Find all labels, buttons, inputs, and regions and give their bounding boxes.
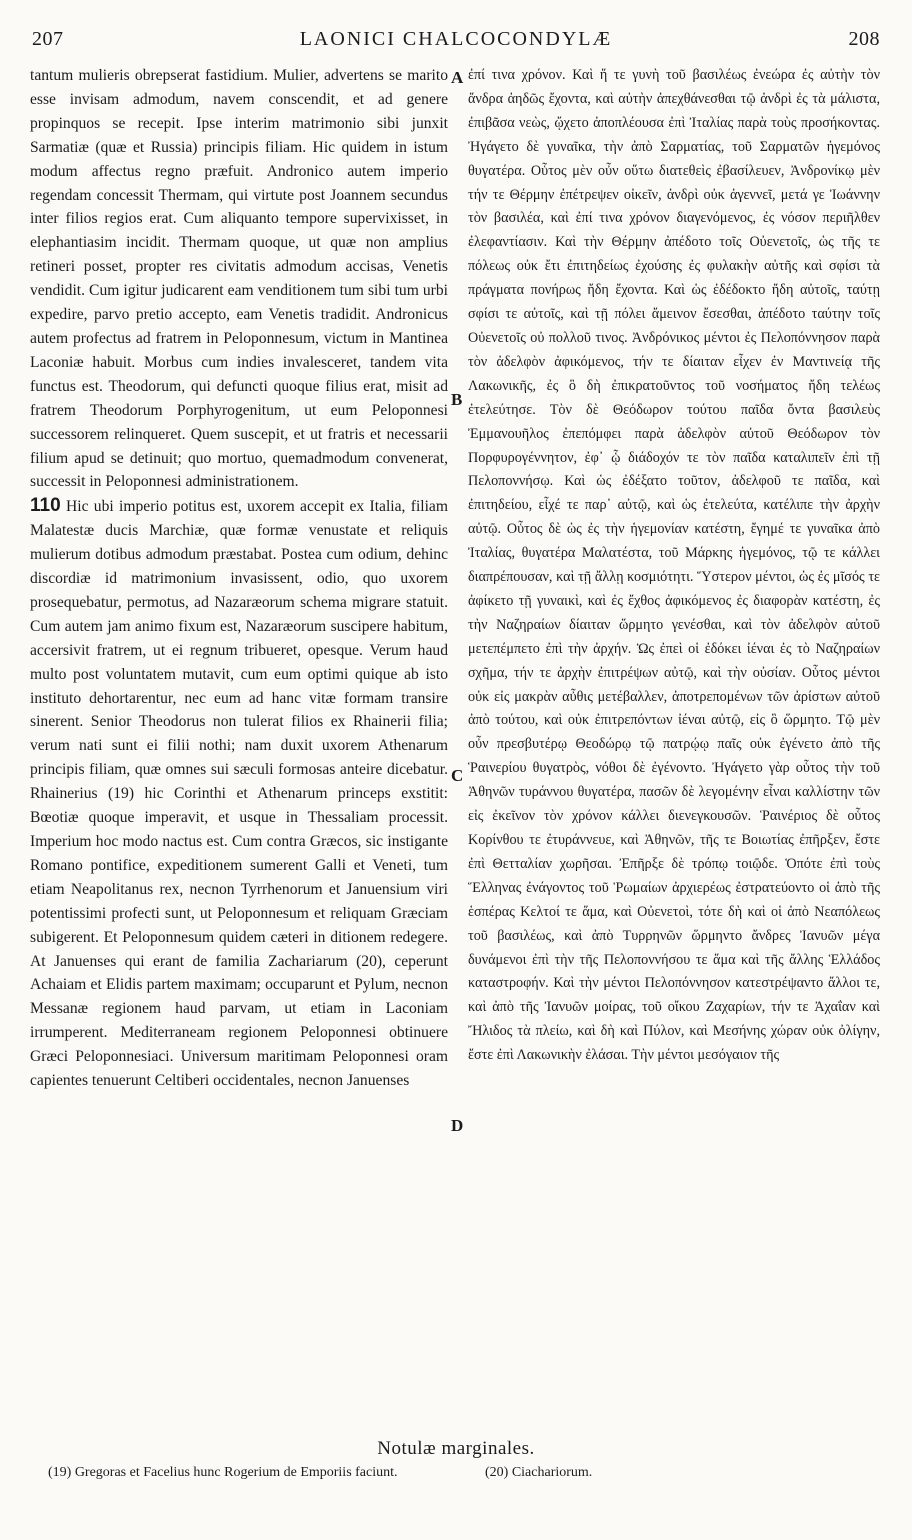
- margin-letter-a: A: [451, 68, 464, 87]
- footnote-20: (20) Ciachariorum.: [485, 1465, 593, 1480]
- margin-letter-d: D: [451, 1116, 464, 1135]
- latin-column: [30, 64, 448, 1404]
- right-page-number: 208: [848, 28, 880, 50]
- greek-paragraph-1: ἐπί τινα χρόνον. Καὶ ἥ τε γυνὴ τοῦ βασιλέως ἐνεώρα ἐς αὐτὴν τὸν ἄνδρα ἀηδῶς ἔχοντα, καὶ αὐτὴν ἀπεχθάνεσθαι τῷ ἀνδρὶ ἐς τὰ μάλιστα, ἐπιβᾶσα νεὼς, ᾤχετο ἀποπλέουσα ἐπὶ Ἰταλίας παρὰ τοὺς προσήκοντας. Ἠγάγετο δὲ γυναῖκα, τὴν ἀπὸ Σαρματίας, τοῦ Σαρματῶν ἡγεμόνος θυγατέρα. Οὗτος μὲν οὖν οὕτω διατεθεὶς ἐβασίλευεν, Ἀνδρονίκῳ μὲν τήν τε Θέρμην ἐπέτρεψεν οἰκεῖν, ἀνδρὶ οὐκ ἀγεννεῖ, μετά γε Ἰωάννην τὸν βασιλέα, καὶ ἐπί τινα χρόνον διαγενόμενος, ἐς νόσον περιῆλθεν ἐλεφαντίασιν. Καὶ τὴν Θέρμην ἀπέδοτο τοῖς Οὐενετοῖς, ὡς τῆς τε πόλεως οὐκ ἔτι ἐπιτηδείως ἐχούσης ἐς φυλακὴν αὐτῆς καὶ σφίσι τὰ πράγματα πονήρως ἤδη ἔχοντα. Καὶ ὡς ἐδέδοκτο ἤδη αὐτοῖς, ταύτῃ σφίσι τε αὐτοῖς, καὶ τῇ πόλει ἄμεινον ἔσεσθαι, ἀπέδοτο ταύτην τοῖς Οὐενετοῖς οὐ πολλοῦ τινος. Ἀνδρόνικος μέντοι ἐς Πελοπόννησον παρὰ τὸν ἀδελφὸν ἀφικόμενος, τήν τε δίαιταν εἶχεν ἐν Μαντινείᾳ τῆς Λακωνικῆς, ἐς ὃ δὴ ἐπικρατοῦντος τοῦ νοσήματος ἤδη τελέως ἐτελεύτησε. Τὸν δὲ Θεόδωρον τούτου παῖδα ὄντα βασιλεὺς Ἐμμανουῆλος ἐπεπόμφει παρὰ ἀδελφὸν αὐτοῦ Θεόδωρον τὸν Πορφυρογέννητον, ἐφ᾽ ᾧ διάδοχόν τε τὸν παῖδα καταλιπεῖν ἐπὶ τῇ Πελοποννήσῳ. Καὶ ὡς ἐδέξατο τοῦτον, ἀδελφοῦ τε παῖδα, καὶ ἐπιτηδείου, εἶχέ τε παρ᾽ αὐτῷ, καὶ ὡς ἐτελεύτα, κατέλιπε τὴν ἀρχὴν αὐτῷ. Οὗτος δὲ ὡς ἐς τὴν ἡγεμονίαν κατέστη, ἔγημέ τε γυναῖκα ἀπὸ Ἰταλίας, θυγατέρα Μαλατέστα, τοῦ Μάρκης ἡγεμόνος, τῷ τε κάλλει διαπρέπουσαν, καὶ τῇ ἄλλῃ κοσμιότητι. Ὕστερον μέντοι, ὡς ἐς μῖσός τε ἀφίκετο τῇ γυναικὶ, καὶ ἐς ἔχθος ἀφικόμενος ἐς διαφορὰν κατέστη, ἐς τὴν Ναζηραίων δίαιταν ὥρμητο γενέσθαι, καὶ τὸν ἀδελφὸν αὐτοῦ μετεπέμπετο ἐπὶ τὴν ἀρχήν. Ὡς ἐπεὶ οἱ ἐδόκει ἰέναι ἐς τὸ Ναζηραίων σχῆμα, τήν τε ἀρχὴν ἐπιτρέψων αὐτῷ, καὶ τὴν οὐσίαν. Οὗτος μέντοι οὐκ εἰς μακρὰν αὖθις μετέβαλλεν, ἀποτρεπομένων τῶν ἀρίστων αὐτοῦ ἀπὸ τούτου, καὶ οὐκ ἐπιτρεπόντων ἰέναι αὐτῷ, εἰς ὃ ὥρμητο. Τῷ μὲν οὖν πρεσβυτέρῳ Θεοδώρῳ τῷ πατρῴῳ παῖς οὐκ ἐγένετο ἀπὸ τῆς Ῥαινερίου θυγατρὸς, νόθοι δὲ ἐγένοντο. Ἠγάγετο γὰρ οὗτος τὴν τοῦ Ἀθηνῶν τυράννου θυγατέρα, πασῶν δὲ λεγομένην εἶναι καλλίστην τῶν εἰς ἐκεῖνον τὸν χρόνον κάλλει διενεγκουσῶν. Ῥαινέριος δὲ οὗτος Κορίνθου τε ἐτυράννευε, καὶ Ἀθηνῶν, τῆς τε Βοιωτίας ἐπῆρξεν, ἔστε ἐπὶ Θετταλίαν χωρῆσαι. Ἐπῆρξε δὲ τρόπῳ τοιῷδε. Ὁπότε ἐπὶ τοὺς Ἕλληνας ἐνάγοντος τοῦ Ῥωμαίων ἀρχιερέως ἐστρατεύοντο οἱ ἀπὸ τῆς ἑσπέρας Κελτοί τε ἅμα, καὶ Οὐενετοὶ, τότε δὴ καὶ οἱ ἀπὸ Νεαπόλεως τοῦ βασιλέως, καὶ ἀπὸ Τυρρηνῶν ὥρμηντο ἄνδρες Ἰανυῶν μέγα δυνάμενοι ἐπὶ τὴν τῆς Πελοποννήσου τε ἅμα καὶ τῆς ἄλλης Ἑλλάδος καταστροφήν. Καὶ τὴν μέντοι Πελοπόννησον κατεστρέψαντο ἄλλοι τε, καὶ ἀπὸ τῆς Ἰανυῶν μοίρας, τοῦ οἴκου Ζαχαρίων, τήν τε Ἀχαΐαν καὶ Ἤλιδος τὰ πλείω, καὶ δὴ καὶ Πύλον, καὶ Μεσήνης χώραν οὐκ ὀλίγην, ἔστε ἐπὶ Λακωνικὴν ἐλάσαι. Τὴν μέντοι μεσόγαιον τῆς: [468, 67, 880, 1064]
- marginal-notes-title: Notulæ marginales.: [377, 1438, 535, 1459]
- left-page-number: 207: [32, 28, 64, 50]
- running-title: LAONICI CHALCOCONDYLÆ: [299, 28, 613, 50]
- footnote-19: (19) Gregoras et Facelius hunc Rogerium de Emporiis faciunt.: [48, 1465, 398, 1480]
- latin-paragraph-2-text: Hic ubi imperio potitus est, uxorem accepit ex Italia, filiam Malatestæ ducis Marchiæ, quæ formæ venustate et reliquis mulierum dotibus admodum præstabat. Postea cum odium, dehinc discordiæ id matrimonium invasissent, odio, quo uxorem prosequebatur, permotus, ad Nazaræorum schema migrare statuit. Cum autem jam animo fixum est, Nazaræorum suscipere habitum, accersivit fratrem, ut ei regnum tribueret, opesque. Verum haud multo post voluntatem mutavit, cum eum optimi quique ab isto instituto dehortarentur, nec eum ad hanc vitæ formam transire sinerent. Senior Theodorus non tulerat filios ex Rhainerii filia; verum nati sunt ei filii nothi; nam duxit uxorem Athenarum principis filiam, quæ omnes sui sæculi formosas anteire dicebatur. Rhainerius (19) hic Corinthi et Athenarum princeps exstitit: Bœotiæ quoque imperavit, et usque in Thessaliam processit. Imperium hoc modo nactus est. Cum contra Græcos, sic instigante Romano pontifice, expeditionem sumerent Galli et Veneti, tum etiam Neapolitanus rex, necnon Tyrrhenorum et Januensium viri potentissimi profecti sunt, ut Peloponnesum et reliquam Græciam subigerent. Et Peloponnesum quidem cæteri in ditionem redegere. At Januenses qui erant de familia Zachariarum (20), ceperunt Achaiam et Elidis partem maximam; occuparunt et Pylum, necnon Messanæ regionem haud parvam, ut etiam in Laconiam irrumperent. Mediterraneam regionem Peloponnesi obtinuere Græci Peloponnesiaci. Universum maritimam Peloponnesi oram capientes tenuerunt Celtiberi occidentales, necnon Januenses: [30, 498, 448, 1090]
- page-header: [28, 28, 884, 62]
- margin-letter-c: C: [451, 766, 464, 785]
- latin-paragraph-1: tantum mulieris obrepserat fastidium. Mulier, advertens se marito esse invisam admodum, navem conscendit, et ad genere propinquos se recepit. Ipse interim matrimonio sibi junxit Sarmatiæ (quæ et Russia) principis filiam. Hic quidem in istum modum affectus regno præfuit. Andronico autem imperio regendam concessit Thermam, qui virtute post Joannem secundus inter filios regios erat. Cum aliquanto tempore supervixisset, in elephantiasim incidit. Thermam quoque, ut quæ non amplius retineri posset, propter res civitatis admodum accisas, Venetis vendidit. Cum igitur judicarent eam venditionem tum sibi tum urbi expedire, parvo pretio accepto, eam Venetis tradidit. Andronicus autem profectus ad fratrem in Peloponnesum, victum in Mantinea Laconiæ habuit. Morbus cum indies invalesceret, tandem vita functus est. Theodorum, qui defuncti quoque filius erat, misit ad fratrem Theodorum Porphyrogenitum, ut eum Peloponnesi successorem relinqueret. Quem suscepit, et ut fratris et necessarii filium apud se detinuit; quo mortuo, quemadmodum convenerat, successit in Peloponnesi administrationem.: [30, 67, 448, 491]
- chapter-number: 110: [30, 495, 61, 517]
- latin-paragraph-2: [30, 494, 448, 1093]
- greek-column: [468, 64, 880, 1404]
- margin-letter-b: B: [451, 390, 463, 409]
